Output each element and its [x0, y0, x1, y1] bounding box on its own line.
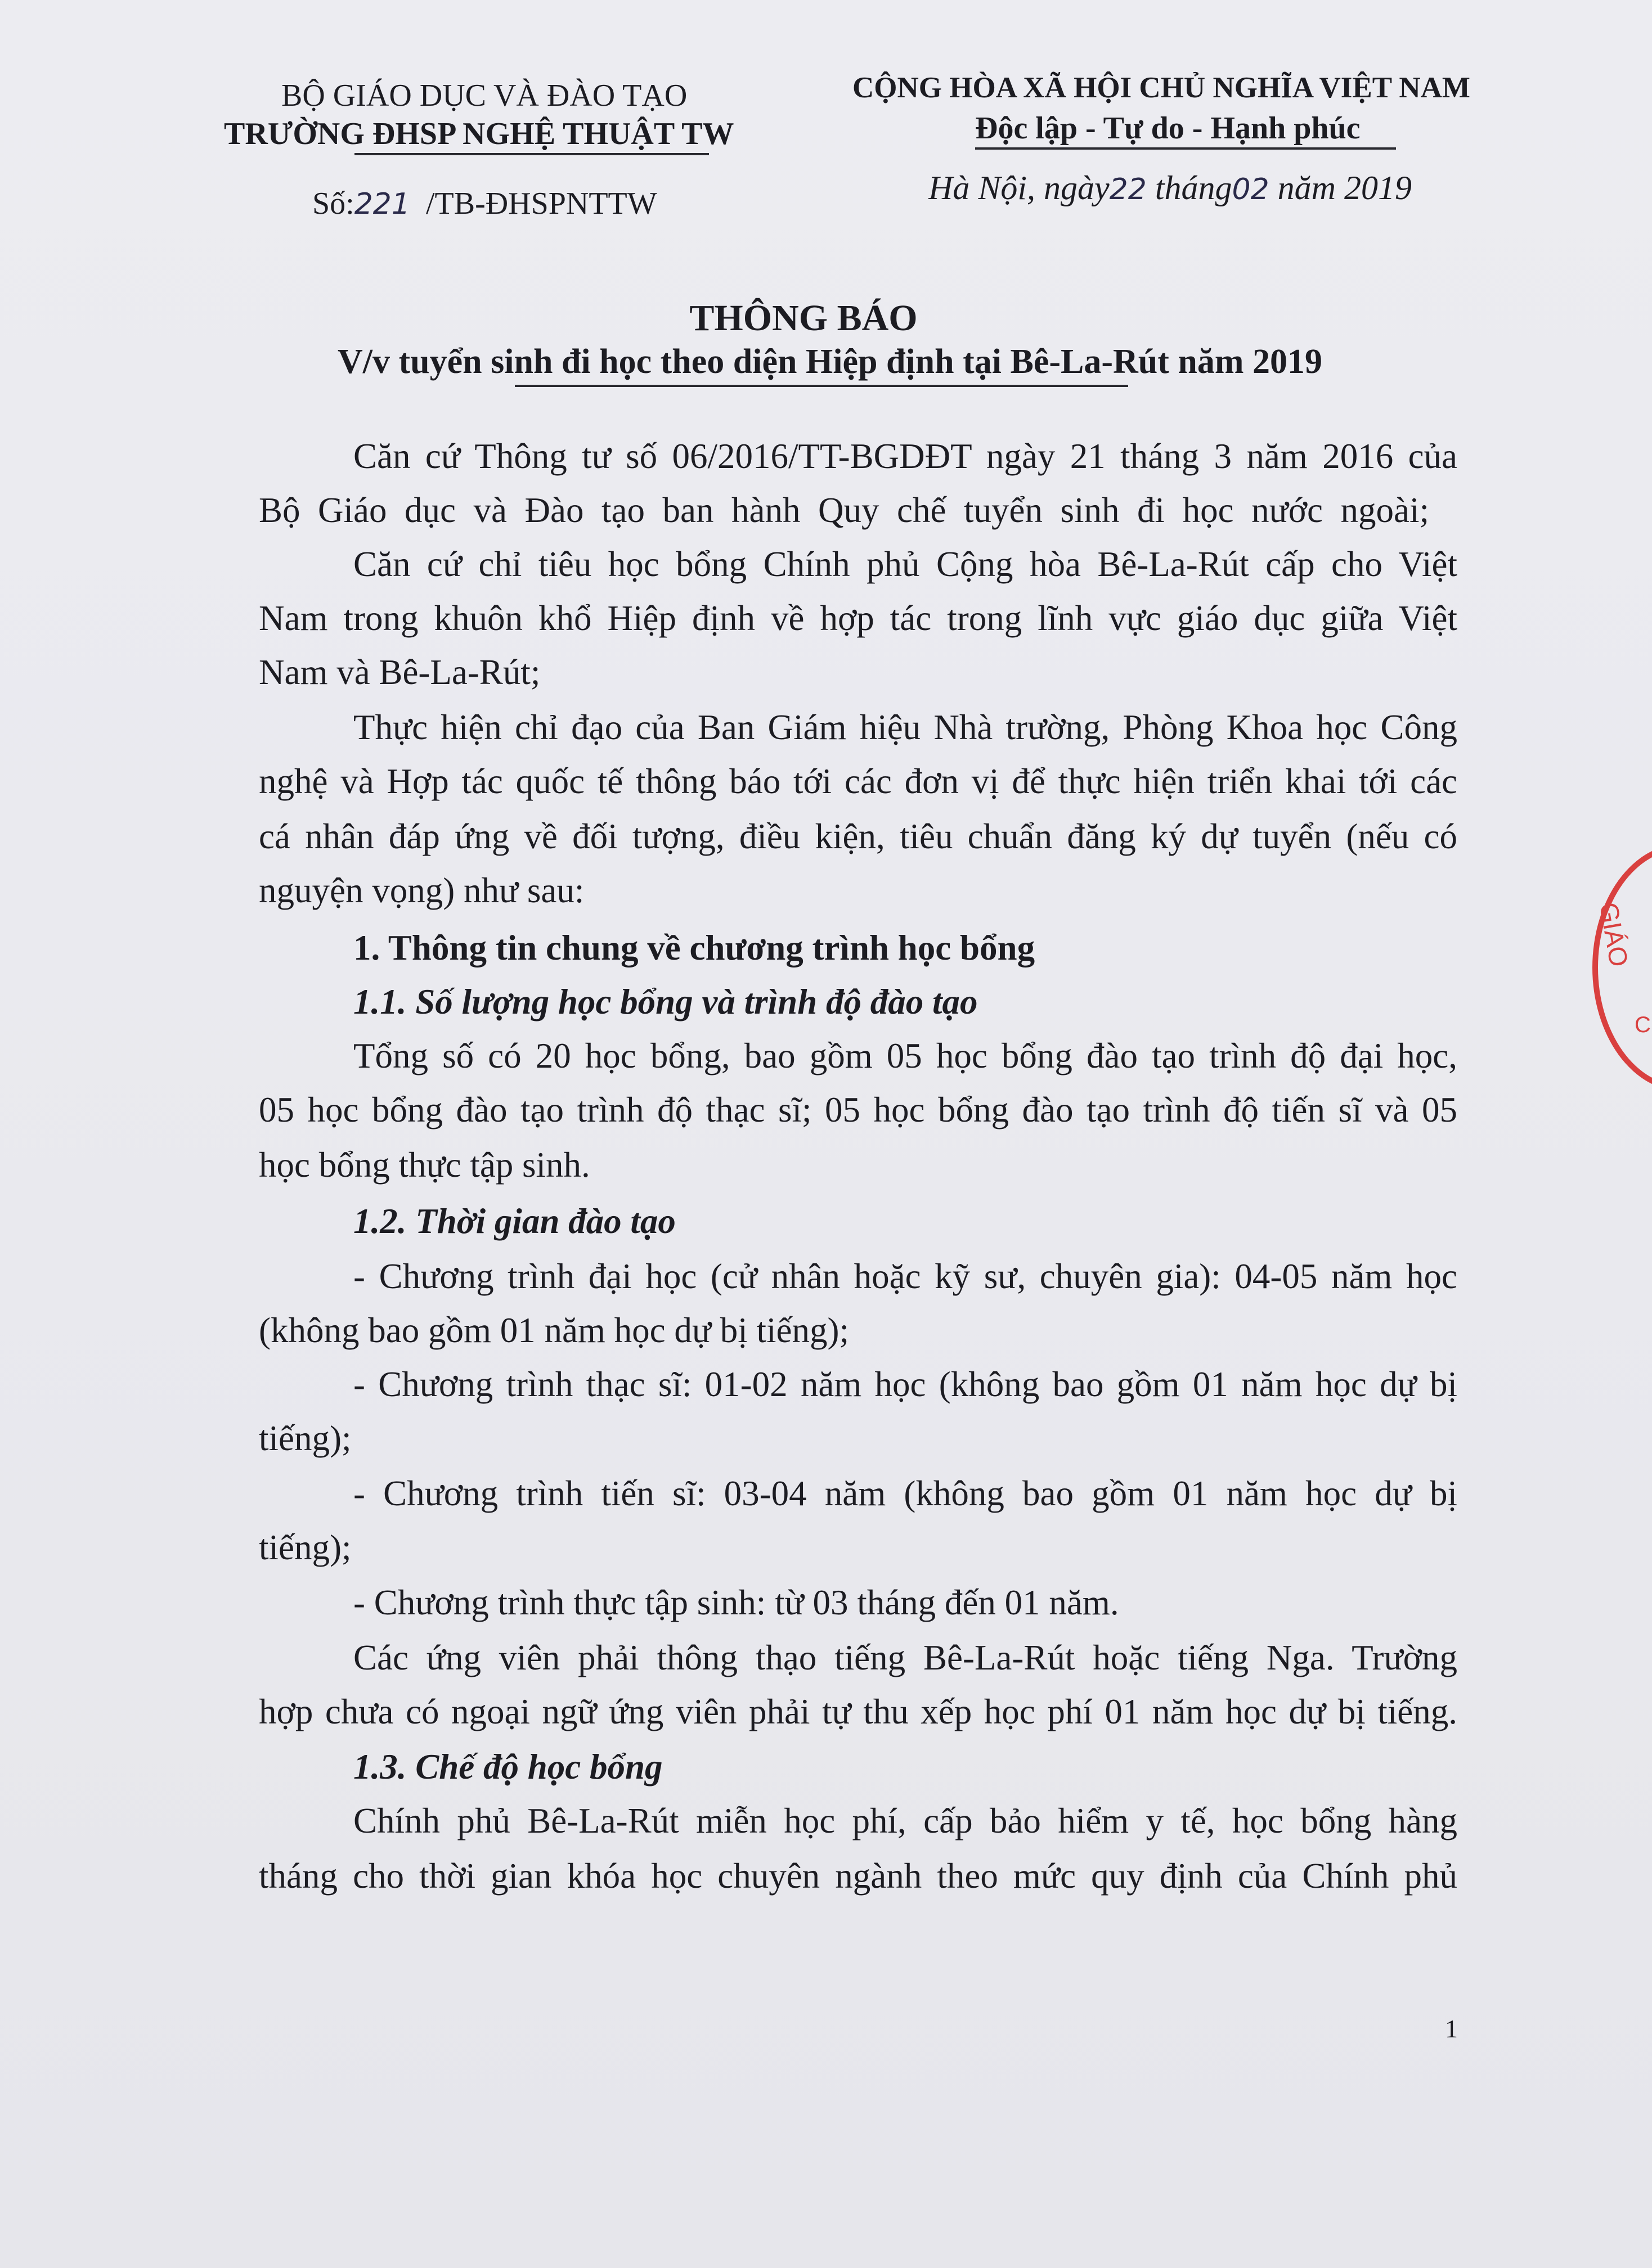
body-line: hợp chưa có ngoại ngữ ứng viên phải tự thu xếp học phí 01 năm học dự bị tiếng. [259, 1692, 1457, 1731]
page-number: 1 [1445, 2014, 1458, 2043]
body-line: nguyện vọng) như sau: [259, 871, 585, 910]
date-day: 22 [1109, 173, 1147, 206]
body-line: cá nhân đáp ứng về đối tượng, điều kiện, tiêu chuẩn đăng ký dự tuyển (nếu có [259, 817, 1457, 856]
date-month: 02 [1232, 173, 1269, 206]
number-prefix: Số: [312, 186, 354, 221]
document-number [312, 186, 657, 222]
body-line: Chính phủ Bê-La-Rút miễn học phí, cấp bảo hiểm y tế, học bổng hàng [353, 1801, 1457, 1840]
section-heading-1-2: 1.2. Thời gian đào tạo [353, 1202, 676, 1241]
body-line: Bộ Giáo dục và Đào tạo ban hành Quy chế tuyển sinh đi học nước ngoài; [259, 490, 1429, 530]
stamp-letter: C [1635, 1012, 1651, 1037]
body-line: - Chương trình đại học (cử nhân hoặc kỹ sư, chuyên gia): 04-05 năm học [353, 1257, 1457, 1296]
doc-subject: V/v tuyển sinh đi học theo diện Hiệp định tại Bê-La-Rút năm 2019 [338, 343, 1323, 381]
doc-title: THÔNG BÁO [689, 298, 918, 339]
body-line: Căn cứ chỉ tiêu học bổng Chính phủ Cộng hòa Bê-La-Rút cấp cho Việt [353, 544, 1457, 584]
motto-underline [975, 147, 1396, 150]
body-line: - Chương trình tiến sĩ: 03-04 năm (không bao gồm 01 năm học dự bị [353, 1474, 1457, 1513]
body-line: tiếng); [259, 1419, 352, 1458]
school-name: TRƯỜNG ĐHSP NGHỆ THUẬT TW [224, 116, 734, 151]
body-line: Các ứng viên phải thông thạo tiếng Bê-La-Rút hoặc tiếng Nga. Trường [353, 1638, 1457, 1677]
body-line: nghệ và Hợp tác quốc tế thông báo tới các đơn vị để thực hiện triển khai tới các [259, 762, 1457, 801]
date-part2: tháng [1155, 169, 1232, 206]
body-line: Tổng số có 20 học bổng, bao gồm 05 học bổng đào tạo trình độ đại học, [353, 1036, 1457, 1076]
body-line: (không bao gồm 01 năm học dự bị tiếng); [259, 1311, 849, 1350]
stamp-text: GIÁO [1593, 900, 1634, 969]
body-line: Căn cứ Thông tư số 06/2016/TT-BGDĐT ngày 21 tháng 3 năm 2016 của [353, 436, 1457, 476]
ministry-name: BỘ GIÁO DỤC VÀ ĐÀO TẠO [281, 78, 688, 113]
body-line: - Chương trình thực tập sinh: từ 03 tháng đến 01 năm. [353, 1583, 1119, 1622]
school-underline [354, 153, 709, 155]
body-line: Nam và Bê-La-Rút; [259, 652, 541, 692]
subject-underline [515, 385, 1128, 387]
body-line: học bổng thực tập sinh. [259, 1145, 590, 1185]
motto: Độc lập - Tự do - Hạnh phúc [975, 111, 1361, 146]
number-suffix: /TB-ĐHSPNTTW [425, 186, 657, 221]
date-part1: Hà Nội, ngày [928, 169, 1110, 206]
body-line: - Chương trình thạc sĩ: 01-02 năm học (không bao gồm 01 năm học dự bị [353, 1365, 1457, 1404]
body-line: 05 học bổng đào tạo trình độ thạc sĩ; 05 học bổng đào tạo trình độ tiến sĩ và 05 [259, 1090, 1457, 1130]
date-part3: năm 2019 [1277, 169, 1412, 206]
number-handwritten: 221 [354, 187, 410, 221]
nation-name: CỘNG HÒA XÃ HỘI CHỦ NGHĨA VIỆT NAM [852, 71, 1470, 104]
body-line: Thực hiện chỉ đạo của Ban Giám hiệu Nhà trường, Phòng Khoa học Công [353, 708, 1457, 747]
section-heading-1-1: 1.1. Số lượng học bổng và trình độ đào tạo [353, 982, 978, 1022]
section-heading-1-3: 1.3. Chế độ học bổng [353, 1747, 663, 1786]
body-line: Nam trong khuôn khổ Hiệp định về hợp tác trong lĩnh vực giáo dục giữa Việt [259, 598, 1457, 638]
body-line: tiếng); [259, 1528, 352, 1567]
date-line [928, 169, 1412, 208]
body-line: tháng cho thời gian khóa học chuyên ngành theo mức quy định của Chính phủ [259, 1856, 1457, 1896]
section-heading-1: 1. Thông tin chung về chương trình học bổng [353, 928, 1035, 968]
